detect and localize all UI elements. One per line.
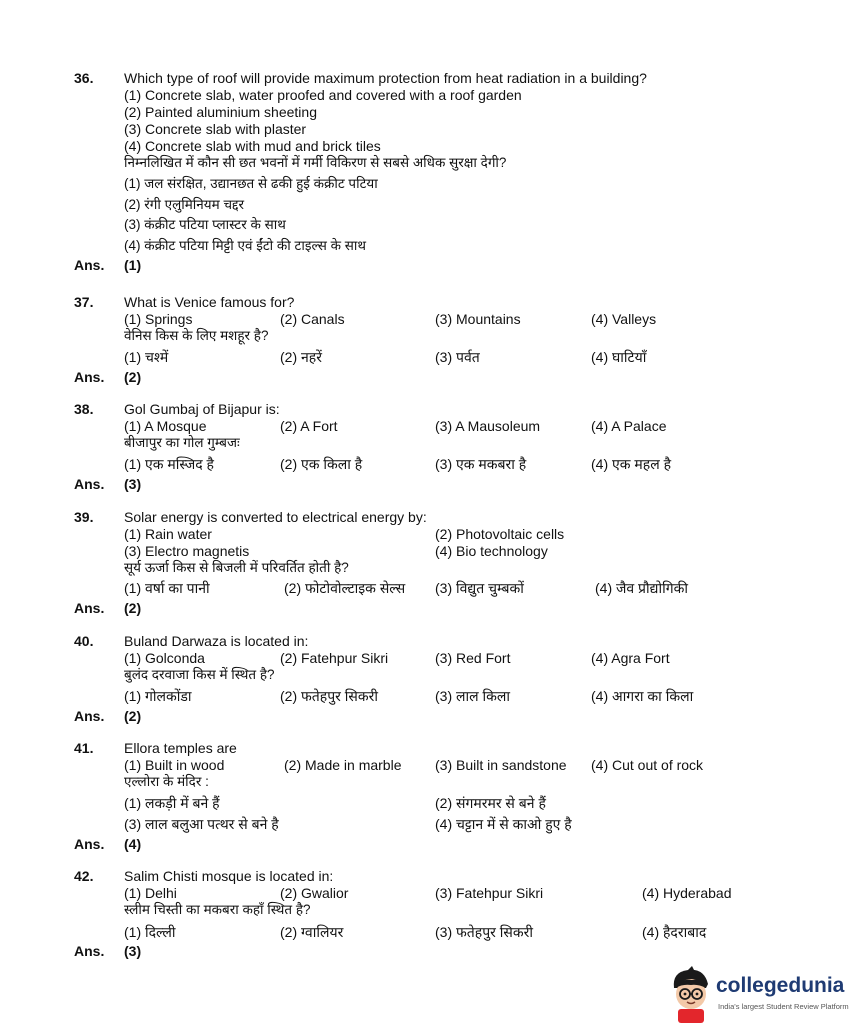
option-hi: (2) एक किला है (280, 456, 363, 472)
option-en: (2) Canals (280, 311, 345, 327)
question-text-en: Gol Gumbaj of Bijapur is: (124, 401, 280, 417)
answer-label: Ans. (74, 943, 105, 959)
option-en: (1) Rain water (124, 526, 212, 542)
option-en: (1) A Mosque (124, 418, 207, 434)
option-en: (4) Valleys (591, 311, 657, 327)
question-text-hi: वेनिस किस के लिए मशहूर है? (124, 328, 269, 343)
option-en: (3) Concrete slab with plaster (124, 121, 307, 137)
option-en: (4) Agra Fort (591, 650, 670, 666)
option-en: (3) Mountains (435, 311, 521, 327)
question-text-en: Salim Chisti mosque is located in: (124, 868, 334, 884)
question-number: 39. (74, 509, 94, 525)
question-number: 40. (74, 633, 94, 649)
option-en: (2) A Fort (280, 418, 338, 434)
answer-label: Ans. (74, 369, 105, 385)
option-en: (4) Cut out of rock (591, 757, 704, 773)
option-hi: (4) घाटियाँ (591, 349, 647, 365)
option-en: (2) Painted aluminium sheeting (124, 104, 317, 120)
answer-value: (1) (124, 257, 142, 273)
option-hi: (2) रंगी एलुमिनियम चद्दर (124, 197, 245, 212)
option-hi: (1) वर्षा का पानी (124, 580, 210, 596)
collegedunia-logo (668, 966, 849, 1026)
option-en: (3) Fatehpur Sikri (435, 885, 544, 901)
question-text-hi: एल्लोरा के मंदिर : (124, 774, 209, 789)
question-text-hi: निम्नलिखित में कौन सी छत भवनों में गर्मी विकिरण से सबसे अधिक सुरक्षा देगी? (124, 155, 507, 170)
answer-value: (2) (124, 708, 142, 724)
logo-tagline: India's largest Student Review Platform (718, 1002, 849, 1011)
question-text-hi: स्लीम चिस्ती का मकबरा कहाँ स्थित है? (124, 902, 311, 917)
option-hi: (3) पर्वत (435, 349, 480, 365)
question-number: 41. (74, 740, 94, 756)
option-hi: (1) जल संरक्षित, उद्यानछत से ढकी हुई कंक्रीट पटिया (124, 176, 378, 191)
option-hi: (3) लाल बलुआ पत्थर से बने है (124, 816, 279, 832)
option-en: (2) Made in marble (284, 757, 402, 773)
question-text-en: What is Venice famous for? (124, 294, 295, 310)
option-en: (3) Built in sandstone (435, 757, 567, 773)
option-en: (1) Built in wood (124, 757, 225, 773)
answer-value: (4) (124, 836, 142, 852)
answer-value: (2) (124, 369, 142, 385)
option-hi: (4) चट्टान में से काओ हुए है (435, 816, 572, 832)
option-hi: (4) जैव प्रौद्योगिकी (595, 580, 688, 596)
option-en: (3) Red Fort (435, 650, 511, 666)
option-hi: (3) फतेहपुर सिकरी (435, 924, 533, 940)
option-en: (1) Golconda (124, 650, 205, 666)
option-en: (4) Hyderabad (642, 885, 732, 901)
option-en: (3) A Mausoleum (435, 418, 541, 434)
question-number: 42. (74, 868, 94, 884)
option-hi: (4) कंक्रीट पटिया मिट्टी एवं ईंटो की टाइल्स के साथ (124, 238, 366, 253)
option-en: (1) Springs (124, 311, 193, 327)
option-hi: (2) फतेहपुर सिकरी (280, 688, 378, 704)
question-text-en: Ellora temples are (124, 740, 237, 756)
option-hi: (1) गोलकोंडा (124, 688, 192, 704)
answer-label: Ans. (74, 600, 105, 616)
question-text-en: Solar energy is converted to electrical energy by: (124, 509, 427, 525)
option-hi: (2) संगमरमर से बने हैं (435, 795, 546, 811)
option-hi: (4) हैदराबाद (642, 924, 707, 940)
option-en: (2) Fatehpur Sikri (280, 650, 389, 666)
answer-label: Ans. (74, 257, 105, 273)
option-hi: (4) आगरा का किला (591, 688, 694, 704)
option-hi: (2) नहरें (280, 349, 322, 365)
option-hi: (2) फोटोवोल्टाइक सेल्स (284, 580, 406, 596)
question-number: 37. (74, 294, 94, 310)
option-en: (1) Concrete slab, water proofed and covered with a roof garden (124, 87, 522, 103)
option-hi: (1) चश्में (124, 349, 169, 365)
question-number: 38. (74, 401, 94, 417)
answer-value: (3) (124, 476, 142, 492)
answer-label: Ans. (74, 836, 105, 852)
option-en: (4) Concrete slab with mud and brick tiles (124, 138, 381, 154)
option-en: (1) Delhi (124, 885, 177, 901)
option-en: (4) A Palace (591, 418, 667, 434)
question-text-en: Buland Darwaza is located in: (124, 633, 309, 649)
question-text-hi: सूर्य ऊर्जा किस से बिजली में परिवर्तित होती है? (124, 560, 349, 575)
answer-value: (2) (124, 600, 142, 616)
option-hi: (2) ग्वालियर (280, 924, 344, 940)
option-hi: (3) एक मकबरा है (435, 456, 527, 472)
option-en: (2) Gwalior (280, 885, 349, 901)
option-hi: (4) एक महल है (591, 456, 672, 472)
option-hi: (1) दिल्ली (124, 924, 176, 940)
option-en: (4) Bio technology (435, 543, 548, 559)
option-hi: (1) लकड़ी में बने हैं (124, 795, 220, 811)
answer-label: Ans. (74, 708, 105, 724)
question-text-hi: बुलंद दरवाजा किस में स्थित है? (124, 667, 275, 682)
student-mascot-icon (668, 966, 714, 1024)
question-text-en: Which type of roof will provide maximum protection from heat radiation in a building? (124, 70, 647, 86)
logo-wordmark: collegedunia (716, 974, 845, 997)
option-en: (2) Photovoltaic cells (435, 526, 565, 542)
answer-label: Ans. (74, 476, 105, 492)
question-text-hi: बीजापुर का गोल गुम्बजः (124, 435, 240, 450)
option-en: (3) Electro magnetis (124, 543, 250, 559)
option-hi: (3) विद्युत चुम्बकों (435, 580, 524, 596)
option-hi: (1) एक मस्जिद है (124, 456, 214, 472)
answer-value: (3) (124, 943, 142, 959)
option-hi: (3) कंक्रीट पटिया प्लास्टर के साथ (124, 217, 286, 232)
question-number: 36. (74, 70, 94, 86)
option-hi: (3) लाल किला (435, 688, 510, 704)
